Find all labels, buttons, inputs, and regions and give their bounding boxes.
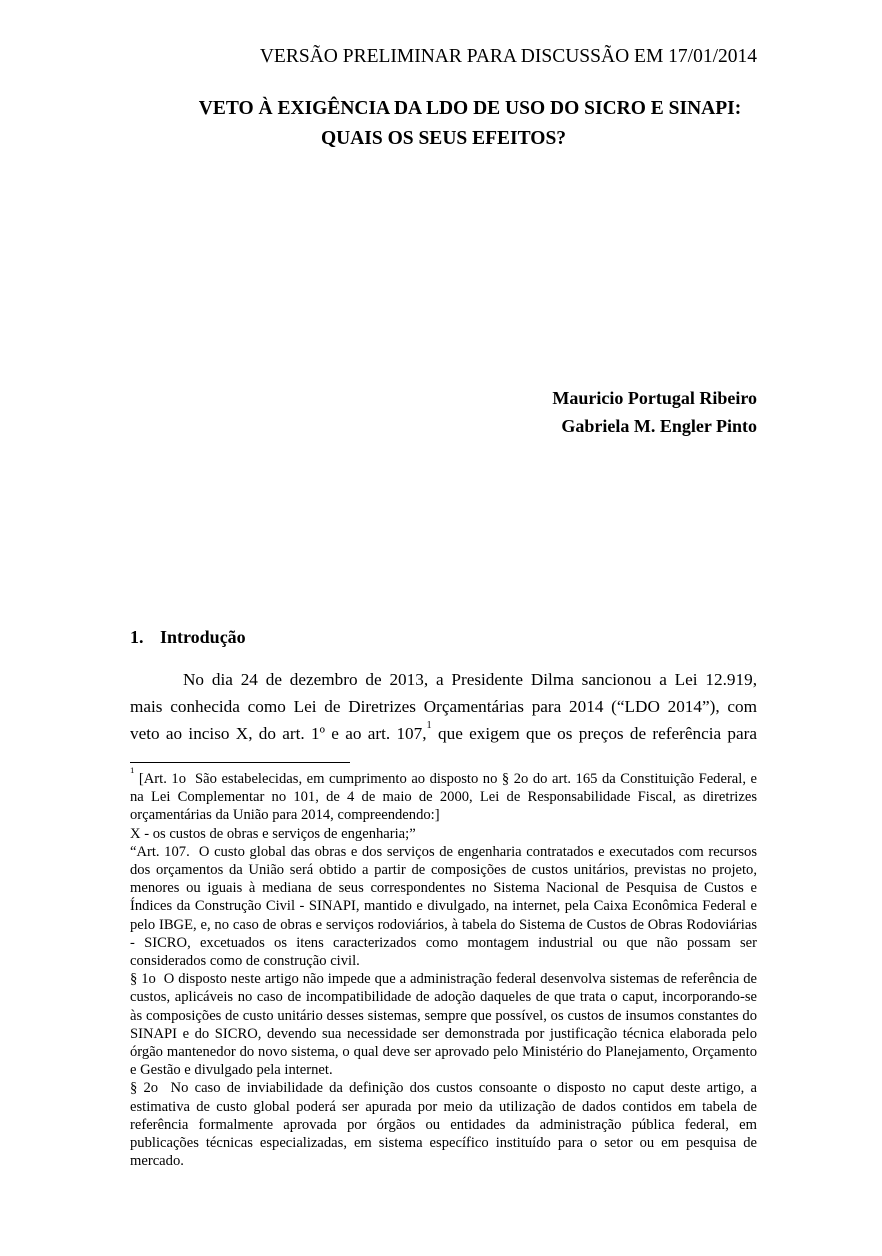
footnote-paragraph-1 [130,765,757,825]
footnote-paragraph-4: § 1o O disposto neste artigo não impede que a administração federal desenvolva sistemas de referência de custos, aplicáveis no caso de incompatibilidade de adoção daqueles de que trata o caput, incorporando-se às composições de custo unitário desses sistemas, sempre que possível, os custos de insumos constantes do SINAPI e do SICRO, devendo sua necessidade ser demonstrada por justificação técnica elaborada pelo órgão mantenedor do novo sistema, o qual deve ser aprovado pelo Ministério do Planejamento, Orçamento e Gestão e divulgado pela internet. [130,971,757,1079]
document-title [130,94,757,154]
body-paragraph-line-2: mais conhecida como Lei de Diretrizes Orçamentárias para 2014 (“LDO 2014”), com [130,697,757,716]
title-line-1: VETO À EXIGÊNCIA DA LDO DE USO DO SICRO E SINAPI: [198,98,742,119]
author-name-2: Gabriela M. Engler Pinto [561,416,757,436]
footnote-block [130,765,757,1170]
body-line3-text-before-ref: veto ao inciso X, do art. 1º e ao art. 107, [130,724,427,743]
footnote-reference-superscript: 1 [426,720,432,731]
footnote-separator-rule [130,762,350,763]
footnote-paragraph-2: X - os custos de obras e serviços de engenharia;” [130,825,416,842]
section-title: Introdução [160,627,246,647]
footnote-paragraph-1-text: [Art. 1o São estabelecidas, em cumprimento ao disposto no § 2o do art. 165 da Constituição Federal, e na Lei Complementar no 101, de 4 de maio de 2000, Lei de Responsabilidade Fiscal, as diretrizes orçamentárias da União para 2014, compreendendo:] [130,771,757,824]
author-name-1: Mauricio Portugal Ribeiro [552,388,757,408]
body-line3-text-after-ref: que exigem que os preços de referência para [431,724,757,743]
authors-block [130,384,757,440]
body-paragraph-line-1: No dia 24 de dezembro de 2013, a Presidente Dilma sancionou a Lei 12.919, [183,670,757,689]
footnote-paragraph-3: “Art. 107. O custo global das obras e dos serviços de engenharia contratados e executados com recursos dos orçamentos da União será obtido a partir de composições de custos unitários, previstas no projeto, menores ou iguais à mediana de seus correspondentes no Sistema Nacional de Pesquisa de Custos e Índices da Construção Civil - SINAPI, mantido e divulgado, na internet, pela Caixa Econômica Federal e pelo IBGE, e, no caso de obras e serviços rodoviários, à tabela do Sistema de Custos de Obras Rodoviárias - SICRO, excetuados os itens caracterizados como montagem industrial ou que não possam ser considerados como de construção civil. [130,843,757,970]
footnote-marker-superscript: 1 [130,765,135,776]
header-notice: VERSÃO PRELIMINAR PARA DISCUSSÃO EM 17/01/2014 [259,46,757,67]
body-paragraph [130,666,757,747]
footnote-paragraph-5: § 2o No caso de inviabilidade da definição dos custos consoante o disposto no caput deste artigo, a estimativa de custo global poderá ser apurada por meio da utilização de dados contidos em tabela de referência formalmente aprovada por órgãos ou entidades da administração pública federal, em publicações técnicas especializadas, em sistema específico instituído para o setor ou em pesquisa de mercado. [130,1080,757,1170]
title-line-2: QUAIS OS SEUS EFEITOS? [320,128,567,149]
section-number: 1. [130,627,144,647]
body-paragraph-line-3 [130,720,757,747]
section-heading [130,624,757,651]
